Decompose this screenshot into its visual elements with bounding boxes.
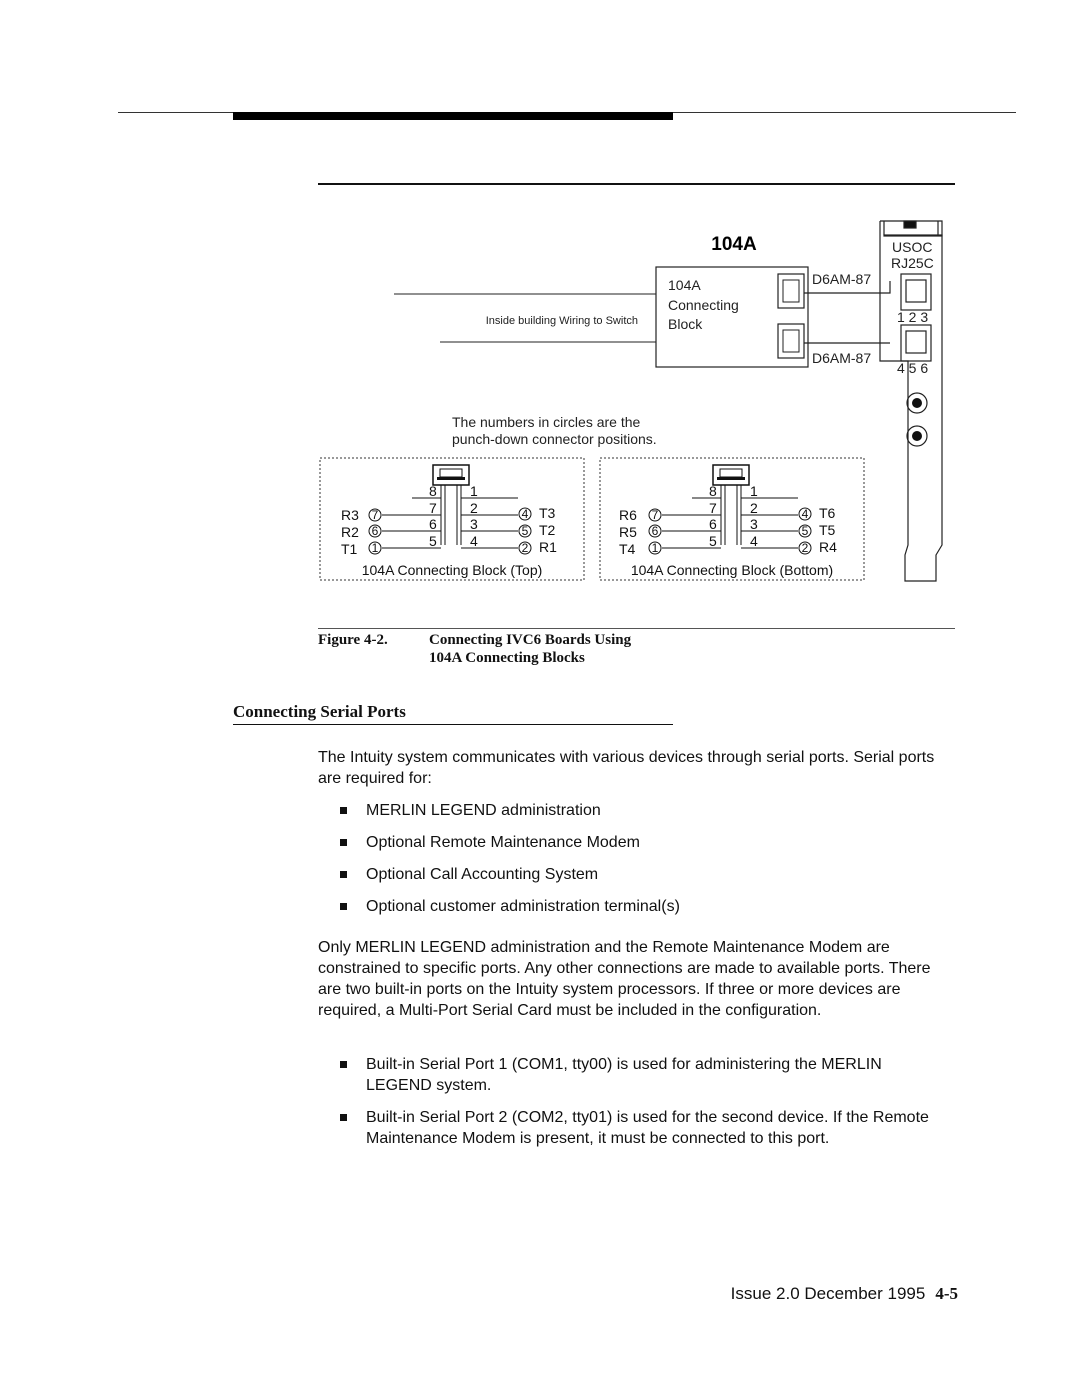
jack-top-icon — [778, 274, 804, 308]
issue-date: Issue 2.0 December 1995 — [730, 1284, 926, 1303]
wire-label: R1 — [539, 539, 557, 555]
wire-label: T4 — [619, 541, 636, 557]
connecting-block-top — [320, 458, 584, 580]
figure-title: 104A — [711, 234, 757, 255]
pin-label: 8 — [429, 483, 437, 499]
circle-position: 2 — [521, 541, 529, 555]
wire-label: R4 — [819, 539, 837, 555]
list-item: Optional Call Accounting System — [336, 864, 946, 885]
circle-position: 4 — [801, 507, 809, 521]
rj25c-label: RJ25C — [891, 255, 934, 271]
requirements-list — [336, 800, 946, 917]
d6am-top-label: D6AM-87 — [812, 271, 872, 287]
wire-label: T1 — [341, 541, 358, 557]
circle-position: 2 — [801, 541, 809, 555]
wire-label: T5 — [819, 522, 836, 538]
page-number: 4-5 — [935, 1284, 958, 1303]
wire-label: R2 — [341, 524, 359, 540]
connecting-block-bottom — [600, 458, 864, 580]
wire-label: R3 — [341, 507, 359, 523]
page-footer — [731, 1284, 958, 1304]
circle-position: 4 — [521, 507, 529, 521]
port-numbers-bottom: 4 5 6 — [897, 360, 929, 376]
header-bar — [233, 112, 673, 120]
ivc6-card-bracket — [880, 221, 942, 581]
figure-caption-line-2: 104A Connecting Blocks — [429, 650, 585, 666]
list-item: Built-in Serial Port 2 (COM2, tty01) is used for the second device. If the Remote Maintenance Modem is present, it must be connected to this port. — [336, 1107, 946, 1149]
figure-number: Figure 4-2. — [318, 632, 388, 648]
pin-label: 5 — [709, 533, 717, 549]
d6am-bottom-label: D6AM-87 — [812, 350, 872, 366]
port-numbers-top: 1 2 3 — [897, 309, 929, 325]
modular-plug-icon — [713, 465, 749, 485]
section-rule — [233, 724, 673, 725]
usoc-label: USOC — [892, 239, 933, 255]
pin-label: 3 — [470, 516, 478, 532]
pin-label: 7 — [709, 500, 717, 516]
pin-label: 6 — [709, 516, 717, 532]
block-bottom-caption: 104A Connecting Block (Bottom) — [630, 562, 834, 578]
list-item: Built-in Serial Port 1 (COM1, tty00) is used for administering the MERLIN LEGEND system. — [336, 1054, 946, 1096]
card-led-bottom-icon — [907, 426, 927, 446]
constraints-paragraph: Only MERLIN LEGEND administration and the Remote Maintenance Modem are constrained to specific ports. Any other connections are made to available ports. There are two built-in ports on the Intuity system processors. If three or more devices are required, a Multi-Port Serial Card must be included in the configuration. — [318, 939, 931, 1019]
block-top-caption: 104A Connecting Block (Top) — [361, 562, 543, 578]
circle-position: 6 — [371, 524, 379, 538]
note-line-2: punch-down connector positions. — [452, 431, 657, 447]
circle-position: 5 — [521, 524, 529, 538]
pin-label: 5 — [429, 533, 437, 549]
list-item: MERLIN LEGEND administration — [336, 800, 946, 821]
pin-label: 7 — [429, 500, 437, 516]
circle-position: 1 — [371, 541, 379, 555]
pin-label: 4 — [750, 533, 758, 549]
block-label-3: Block — [668, 316, 703, 332]
circle-position: 5 — [801, 524, 809, 538]
caption-rule — [318, 628, 955, 629]
card-led-top-icon — [907, 393, 927, 413]
pin-label: 1 — [750, 483, 758, 499]
pin-label: 6 — [429, 516, 437, 532]
card-port-top-icon — [901, 274, 931, 310]
wire-label: T3 — [539, 505, 556, 521]
serial-ports-list — [336, 1054, 946, 1149]
circle-position: 7 — [371, 508, 379, 522]
list-item: Optional Remote Maintenance Modem — [336, 832, 946, 853]
circle-position: 1 — [651, 541, 659, 555]
block-label-2: Connecting — [668, 297, 739, 313]
section-heading: Connecting Serial Ports — [233, 702, 406, 721]
block-label-1: 104A — [668, 277, 701, 293]
wire-label: T6 — [819, 505, 836, 521]
wire-label: R5 — [619, 524, 637, 540]
pin-label: 8 — [709, 483, 717, 499]
intro-paragraph: The Intuity system communicates with various devices through serial ports. Serial ports are required for: — [318, 749, 935, 787]
figure-top-rule — [318, 183, 955, 185]
figure-caption-line-1: Connecting IVC6 Boards Using — [429, 632, 632, 648]
wire-label: R6 — [619, 507, 637, 523]
circle-position: 7 — [651, 508, 659, 522]
wiring-diagram — [318, 205, 958, 590]
list-item: Optional customer administration terminal(s) — [336, 896, 946, 917]
circle-position: 6 — [651, 524, 659, 538]
note-line-1: The numbers in circles are the — [452, 414, 641, 430]
wiring-label: Inside building Wiring to Switch — [485, 315, 638, 327]
pin-label: 1 — [470, 483, 478, 499]
wire-label: T2 — [539, 522, 556, 538]
modular-plug-icon — [433, 465, 469, 485]
pin-label: 3 — [750, 516, 758, 532]
pin-label: 2 — [470, 500, 478, 516]
card-port-bottom-icon — [901, 325, 931, 361]
jack-bottom-icon — [778, 324, 804, 358]
pin-label: 4 — [470, 533, 478, 549]
pin-label: 2 — [750, 500, 758, 516]
